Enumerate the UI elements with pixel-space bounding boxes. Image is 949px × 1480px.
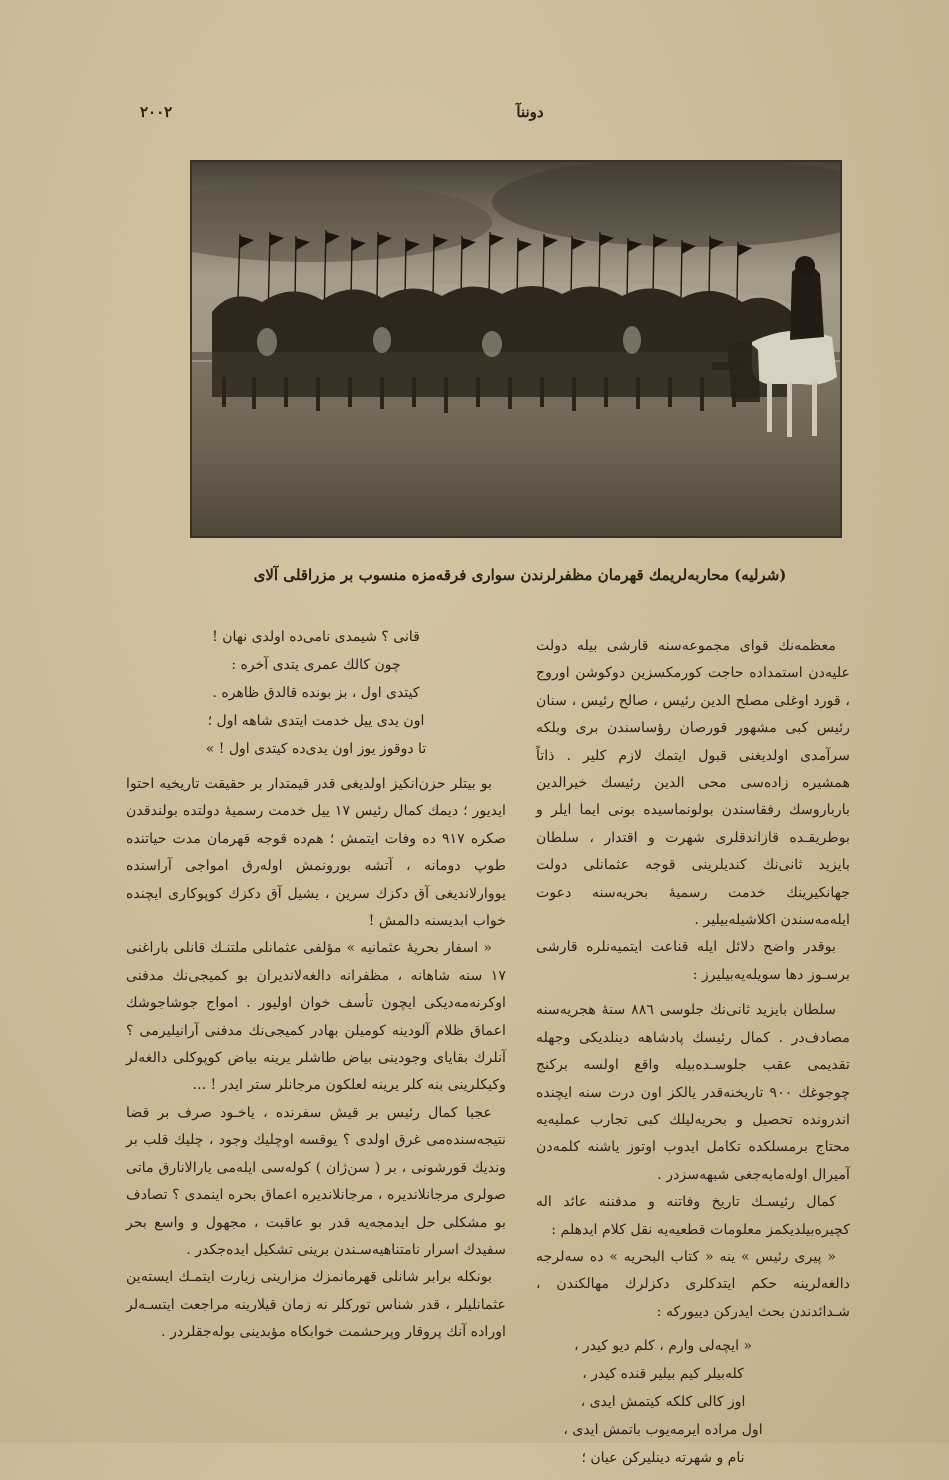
cavalry-photograph: [190, 160, 842, 538]
verse-line: نام و شهرته دینلیرکن عیان ؛: [581, 1450, 745, 1467]
paragraph: « پیری رئیس » ینه « کتاب البحریه » ده سه‌لرجه دالغه‌لرینه حکم ایتدکلری دکزلرك مهالکندن ، شـدائدندن بحث ایدرکن دییورکه :: [536, 1248, 850, 1320]
verse-line: « ایچه‌لی وارم ، کلم دیو کیدر ،: [573, 1338, 753, 1355]
left-column: [126, 623, 506, 1347]
right-column: [536, 633, 850, 1480]
verse-line: اوز کالی کلکه کیتمش ایدی ،: [580, 1394, 746, 1411]
verse-block: [126, 623, 506, 763]
page-number: ٢٠٠٢: [140, 103, 173, 121]
paragraph: سلطان بایزید ثانی‌نك جلوسی ٨٨٦ سنهٔ هجریه‌سنه مصادف‌در . کمال رئیسك پادشاهه دینلدیکی وجهله تقدیمی عقب جلوسـده‌بیله واقع اولسه برکنج چوجوغك ٩٠٠ تاریخنه‌قدر یالکز اون درت سنه ایچنده اندرونده تحصیل و بحریه‌لیلك کبی تجارب عملیه‌یه محتاج برمسلکده تکامل ایدوب اوتوز یاشنه کلمه‌دن آمیرال اوله‌مایه‌جغی شبهه‌سزدر .: [536, 1002, 850, 1183]
photo-illustration: [192, 162, 840, 536]
photo-caption: (شرلیه) محاربه‌لریمك قهرمان مظفرلرندن سواری فرقه‌مزه منسوب بر مزراقلی آلای: [253, 566, 787, 584]
paragraph: معظمه‌نك قوای مجموعه‌سنه قارشی بیله دولت علیه‌دن استمداده حاجت کورمکسزین دوکوشن اوروج ، قورد اوغلی مصلح الدین رئیس ، صالح رئیس ، سنان رئیس کبی مشهور قورصان رؤساسندن بری وبلکه سرآمدی اولدیغنی قبول ایتمك لازم کلیر . ذاتاً همشیره زاده‌سی محی الدین رئیسك خیرالدین بارباروسك رفقاسندن بولونماسیده بونی ایما ایلر و بوطریقـده قازاندقلری شهرت و اقتدار ، سلطان بایزید ثانی‌نك کندیلرینی قوجه عثمانلی دولت جهانکیرینك خدمت رسمیهٔ بحریه‌سنه دعوت ایله‌مه‌سندن اکلاشیله‌بیلیر .: [536, 638, 850, 929]
verse-line: کیتدی اول ، بز بونده قالدق ظاهره .: [212, 685, 420, 701]
paragraph: کمال رئیسـك تاریخ وفاتنه و مدفننه عائد اله کچیره‌بیلدیکمز معلومات قطعیه‌یه نقل کلام ایدهلم :: [536, 1194, 850, 1238]
running-header-title: دوننآ: [516, 103, 544, 121]
paragraph: « اسفار بحریهٔ عثمانیه » مؤلفی عثمانلی ملتنـك قانلی باراغنی ١٧ سنه شاهانه ، مظفرانه دالغه‌لاندیران بو کمیجی‌نك مدفنی اوکرنه‌مه‌دیکی ایچون تأسف خوان اولیور . امواج جوشاجوشك اعماق ظلام آلودینه کومیلن بهادر کمیجی‌نك مدفنی آرانیلیرمی ؟ آنلرك بقایای وجودینی بیاض طاشلر یرینه بیاض کوپوکلی دالغه‌لر وکیکلرینی بنه کلر یرینه لعلکون مرجانلر ستر ایدر ! ...: [126, 940, 506, 1094]
paragraph: بوقدر واضح دلائل ایله قناعت ایتمیه‌نلره قارشی برسـوز دها سویله‌یه‌بیلیرز :: [536, 939, 850, 983]
verse-block: [536, 1332, 850, 1472]
verse-line: اون یدی ییل خدمت ایتدی شاهه اول ؛: [207, 713, 425, 729]
verse-line: اول مراده ایرمه‌یوب باتمش ایدی ،: [563, 1422, 763, 1439]
paragraph: بو بیتلر حزن‌انکیز اولدیغی قدر قیمتدار بر حقیقت تاریخیه احتوا ایدیور ؛ دیمك کمال رئیس ١٧ ییل خدمت رسمیهٔ دولتده بولندقدن صکره ٩١٧ ده وفات ایتمش ؛ هم‌ده قوجه قهرمان مدت حیاتنده طوپ دومانه ، آتشه بورونمش اوله‌رق امواجی آراسنده یووارلاندیغی آق دکزك سرین ، یشیل آق دکزك کوپوکاری ایچنده خواب ابدیسنه دالمش !: [126, 776, 506, 930]
verse-line: چون کالك عمری یتدی آخره :: [231, 657, 401, 673]
verse-line: تا دوقوز یوز اون یدی‌ده کیتدی اول ! »: [205, 741, 427, 757]
paragraph: بونکله برابر شانلی قهرمانمزك مزارینی زیارت ایتمـك ایسته‌ین عثمانلیلر ، قدر شناس تورکلر نه زمان قیلارینه مراجعت ایتسـه‌لر اوراده آنك پروقار وپرحشمت خوابکاه مؤبدینی بوله‌جقلردر .: [126, 1269, 506, 1341]
verse-line: قانی ؟ شیمدی نامی‌ده اولدی نهان !: [212, 629, 420, 645]
paragraph: عجبا کمال رئیس بر قیش سفرنده ، یاخـود صرف بر قضا نتیجه‌سنده‌می غرق اولدی ؟ یوقسه اوچلیك وجود ، چلیك قلب بر ونديك قورشونی ، بر ( سن‌ژان ) کوله‌سی ایله‌می یارالانارق ماتی صولری مرجانلاندیره ، مرجانلاندیره اعماق بحره اینمدی ؟ تصادف بو مشکلی حل ایدمجه‌یه قدر بو عاقبت ، مجهول و واسع بحر سفیدك اسرار نامتناهیه‌سـندن برینی تشکیل ایده‌جکدر .: [126, 1104, 506, 1258]
verse-line: کله‌بیلر کیم بیلیر قنده کیدر ،: [582, 1366, 744, 1383]
